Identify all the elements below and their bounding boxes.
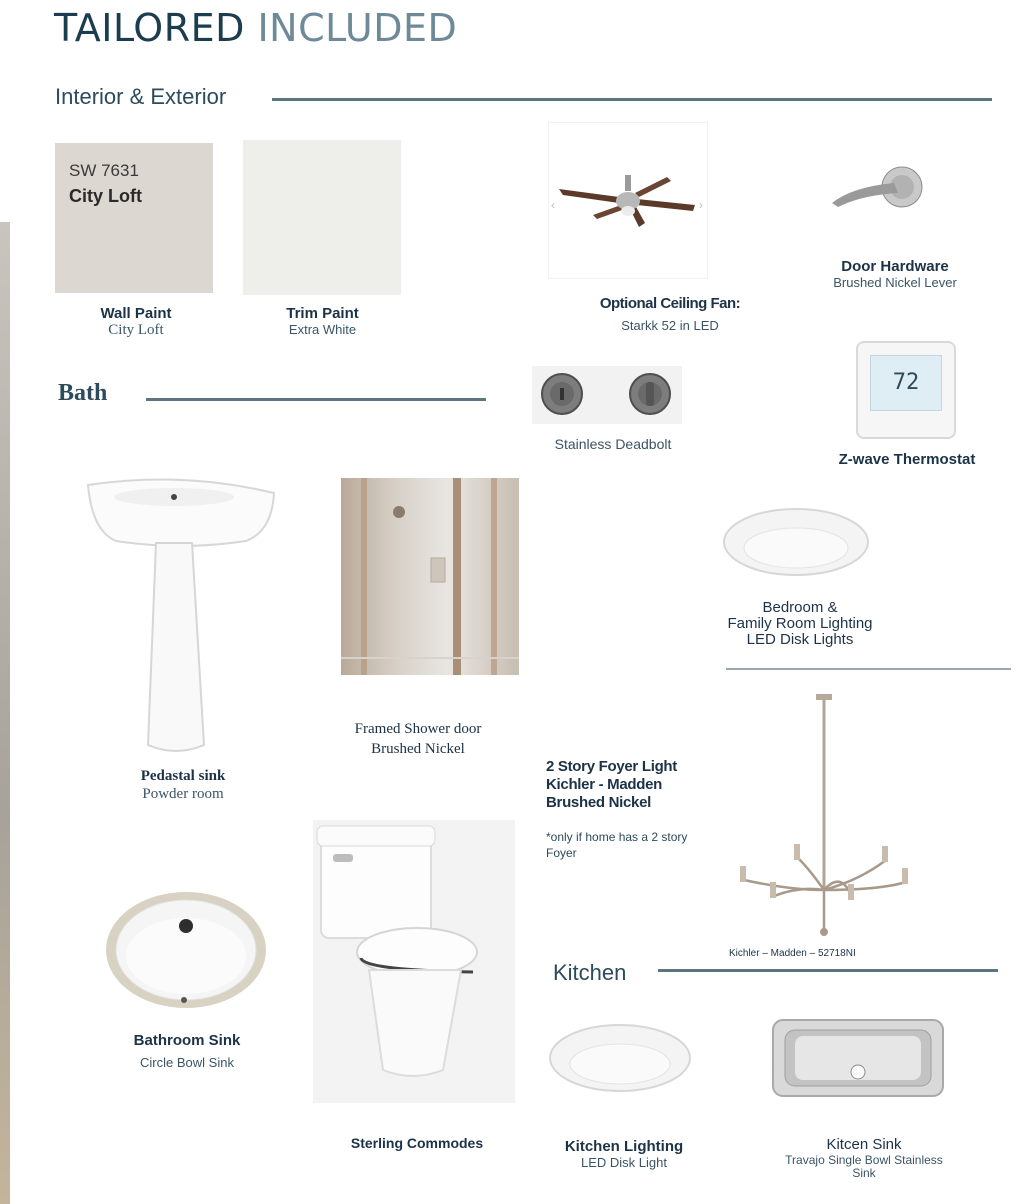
title-tailored: TAILORED	[54, 6, 245, 50]
disk-lights-line1: Bedroom &	[762, 599, 838, 616]
foyer-light-caption	[546, 758, 736, 812]
section-bath: Bath	[58, 380, 108, 406]
thermostat-caption	[826, 452, 988, 468]
ceiling-fan-caption	[580, 296, 760, 334]
foyer-light-note1: *only if home has a 2 story	[546, 830, 688, 844]
kitchen-disk-light-icon	[548, 1024, 692, 1094]
kitchen-sink-sub1: Travajo Single Bowl Stainless	[785, 1153, 943, 1167]
kitchen-lighting-caption	[546, 1139, 702, 1171]
kitchen-sink-sub2: Sink	[852, 1166, 876, 1180]
door-hardware-title: Door Hardware	[841, 258, 949, 275]
disk-lights-caption	[710, 600, 890, 648]
kitchen-lighting-sub: LED Disk Light	[581, 1155, 667, 1170]
swatch-name: City Loft	[69, 186, 142, 206]
thermostat-title: Z-wave Thermostat	[838, 451, 976, 468]
wall-paint-swatch	[55, 143, 213, 293]
foyer-light-line1: 2 Story Foyer Light	[546, 758, 677, 775]
commode-title: Sterling Commodes	[350, 1135, 484, 1151]
swatch-code: SW 7631	[69, 161, 139, 180]
commode-image	[313, 820, 515, 1103]
chandelier-caption: Kichler – Madden – 52718NI	[729, 948, 856, 959]
section-kitchen: Kitchen	[553, 960, 627, 985]
trim-paint-title: Trim Paint	[286, 305, 359, 322]
pedestal-sink-sub: Powder room	[142, 786, 224, 802]
thermostat-screen	[870, 355, 942, 411]
foyer-light-line3: Brushed Nickel	[546, 794, 652, 811]
kitchen-sink-icon	[771, 1018, 945, 1098]
section-rule-bath	[146, 398, 486, 401]
ceiling-fan-sub: Starkk 52 in LED	[621, 318, 719, 333]
door-hardware-caption	[810, 259, 980, 291]
commode-icon	[313, 820, 515, 1103]
foyer-light-line2: Kichler - Madden	[546, 776, 663, 793]
ceiling-fan-icon	[549, 123, 707, 278]
door-lever-icon	[832, 165, 932, 213]
section-interior-exterior: Interior & Exterior	[55, 84, 227, 109]
svg-text:›: ›	[699, 198, 703, 212]
shower-door-image	[341, 478, 519, 675]
disk-lights-rule	[726, 668, 1011, 670]
trim-paint-sub: Extra White	[288, 322, 357, 337]
pedestal-sink-caption	[98, 768, 268, 802]
foyer-light-note2: Foyer	[546, 846, 577, 860]
page-title	[54, 6, 457, 50]
deadbolt-icon	[532, 366, 682, 424]
kitchen-sink-caption	[772, 1137, 956, 1179]
shower-door-title: Framed Shower door	[354, 721, 482, 737]
background-photo-edge	[0, 222, 10, 1204]
deadbolt-caption	[530, 436, 696, 452]
shower-door-sub: Brushed Nickel	[371, 741, 465, 757]
thermostat-image	[856, 341, 956, 439]
kitchen-lighting-title: Kitchen Lighting	[564, 1138, 684, 1155]
thermostat-reading: 72	[892, 370, 920, 395]
chandelier-icon	[730, 690, 920, 940]
svg-text:‹: ‹	[551, 198, 555, 212]
trim-paint-caption	[245, 306, 400, 338]
bathroom-sink-caption	[106, 1033, 268, 1071]
wall-paint-title: Wall Paint	[100, 305, 172, 322]
kitchen-sink-title: Kitcen Sink	[826, 1136, 902, 1153]
shower-icon	[341, 478, 519, 675]
trim-paint-swatch	[243, 140, 401, 295]
deadbolt-image	[532, 366, 682, 424]
wall-paint-sub: City Loft	[108, 322, 164, 338]
ceiling-fan-image	[548, 122, 708, 279]
section-rule-interior	[272, 98, 992, 101]
bathroom-sink-title: Bathroom Sink	[133, 1032, 241, 1049]
wall-paint-caption	[60, 306, 212, 338]
disk-lights-line3: LED Disk Lights	[746, 631, 854, 648]
title-included: INCLUDED	[257, 6, 458, 50]
commode-caption	[336, 1135, 498, 1151]
disk-lights-line2: Family Room Lighting	[727, 615, 873, 632]
ceiling-fan-title: Optional Ceiling Fan:	[599, 295, 741, 312]
deadbolt-title: Stainless Deadbolt	[554, 436, 672, 452]
bathroom-sink-sub: Circle Bowl Sink	[140, 1055, 234, 1070]
foyer-light-note	[546, 829, 736, 861]
pedestal-sink-title: Pedastal sink	[140, 768, 226, 784]
disk-light-icon	[722, 508, 870, 578]
bathroom-sink-icon	[104, 890, 268, 1010]
section-rule-kitchen	[658, 969, 998, 972]
shower-door-caption	[338, 721, 498, 757]
door-hardware-sub: Brushed Nickel Lever	[833, 275, 957, 290]
pedestal-sink-icon	[86, 475, 276, 755]
